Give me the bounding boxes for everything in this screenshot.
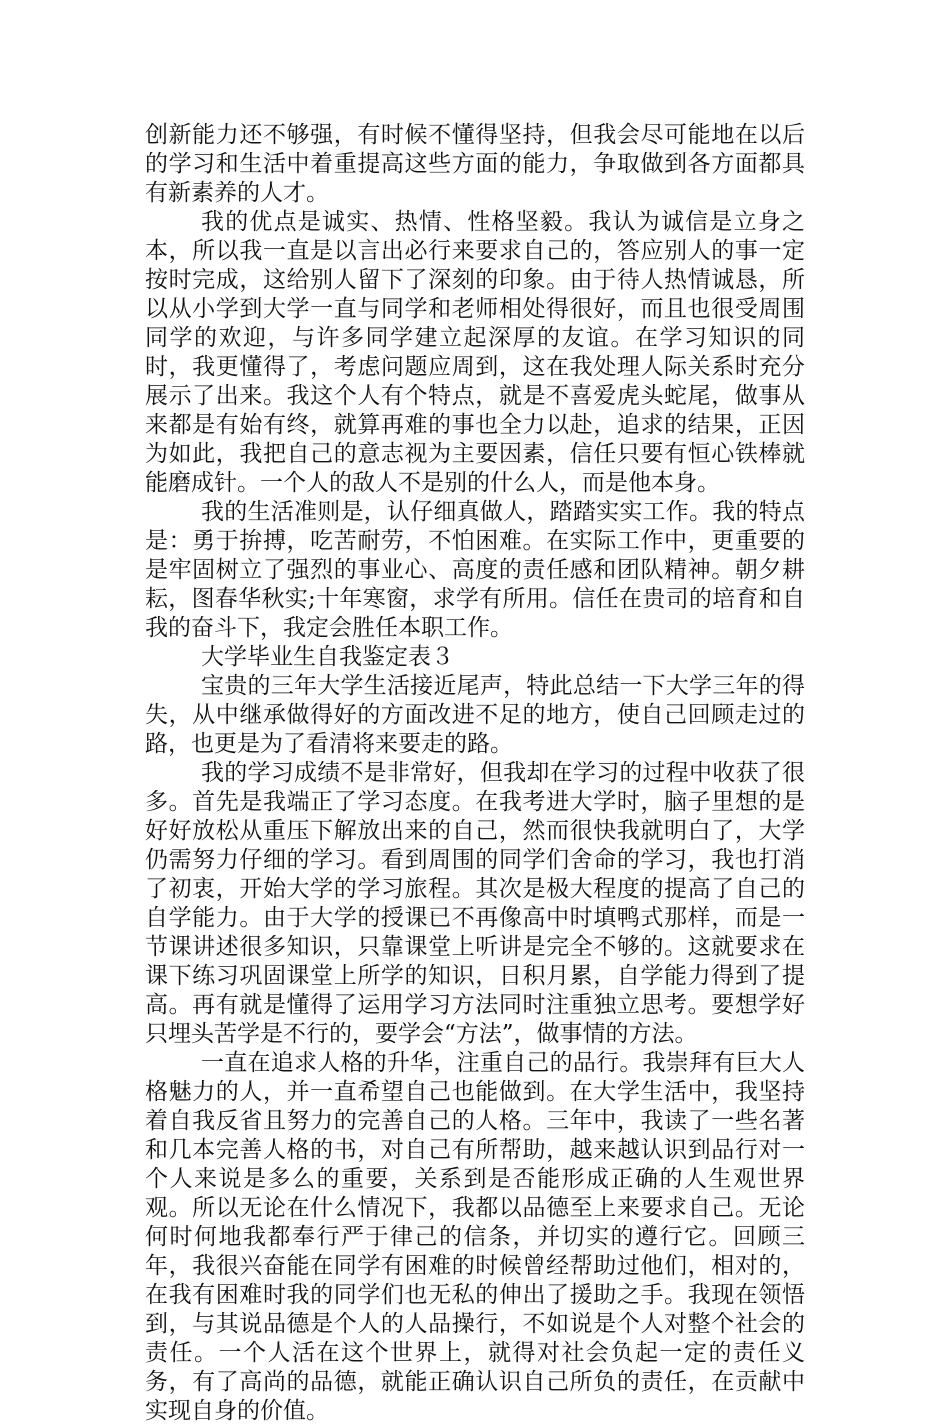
- document-body: [145, 121, 805, 1426]
- paragraph-intro: 创新能力还不够强，有时候不懂得坚持，但我会尽可能地在以后的学习和生活中着重提高这些方面的能力，争取做到各方面都具有新素养的人才。: [145, 122, 805, 206]
- paragraph-summary: 宝贵的三年大学生活接近尾声，特此总结一下大学三年的得失，从中继承做得好的方面改进不足的地方，使自己回顾走过的路，也更是为了看清将来要走的路。: [145, 673, 805, 757]
- paragraph-life-principles: 我的生活准则是，认仔细真做人，踏踏实实工作。我的特点是：勇于拚搏，吃苦耐劳，不怕困难。在实际工作中，更重要的是牢固树立了强烈的事业心、高度的责任感和团队精神。朝夕耕耘，图春华秋实;十年寒窗，求学有所用。信任在贵司的培育和自我的奋斗下，我定会胜任本职工作。: [145, 499, 805, 641]
- paragraph-study: 我的学习成绩不是非常好，但我却在学习的过程中收获了很多。首先是我端正了学习态度。在我考进大学时，脑子里想的是好好放松从重压下解放出来的自己，然而很快我就明白了，大学仍需努力仔细的学习。看到周围的同学们舍命的学习，我也打消了初衷，开始大学的学习旅程。其次是极大程度的提高了自己的自学能力。由于大学的授课已不再像高中时填鸭式那样，而是一节课讲述很多知识，只靠课堂上听讲是完全不够的。这就要求在课下练习巩固课堂上所学的知识，日积月累，自学能力得到了提高。再有就是懂得了运用学习方法同时注重独立思考。要想学好只埋头苦学是不行的，要学会“方法”，做事情的方法。: [145, 760, 805, 1047]
- section-heading: 大学毕业生自我鉴定表３: [201, 644, 454, 670]
- paragraph-character: 一直在追求人格的升华，注重自己的品行。我崇拜有巨大人格魅力的人，并一直希望自己也能做到。在大学生活中，我坚持着自我反省且努力的完善自己的人格。三年中，我读了一些名著和几本完善人格的书，对自己有所帮助，越来越认识到品行对一个人来说是多么的重要，关系到是否能形成正确的人生观世界观。所以无论在什么情况下，我都以品德至上来要求自己。无论何时何地我都奉行严于律己的信条，并切实的遵行它。回顾三年，我很兴奋能在同学有困难的时候曾经帮助过他们，相对的，在我有困难时我的同学们也无私的伸出了援助之手。我现在领悟到，与其说品德是个人的人品操行，不如说是个人对整个社会的责任。一个人活在这个世界上，就得对社会负起一定的责任义务，有了高尚的品德，就能正确认识自己所负的责任，在贡献中实现自身的价值。: [145, 1050, 805, 1424]
- paragraph-strengths: 我的优点是诚实、热情、性格坚毅。我认为诚信是立身之本，所以我一直是以言出必行来要求自己的，答应别人的事一定按时完成，这给别人留下了深刻的印象。由于待人热情诚恳，所以从小学到大学一直与同学和老师相处得很好，而且也很受周围同学的欢迎，与许多同学建立起深厚的友谊。在学习知识的同时，我更懂得了，考虑问题应周到，这在我处理人际关系时充分展示了出来。我这个人有个特点，就是不喜爱虎头蛇尾，做事从来都是有始有终，就算再难的事也全力以赴，追求的结果，正因为如此，我把自己的意志视为主要因素，信任只要有恒心铁棒就能磨成针。一个人的敌人不是别的什么人，而是他本身。: [145, 209, 805, 496]
